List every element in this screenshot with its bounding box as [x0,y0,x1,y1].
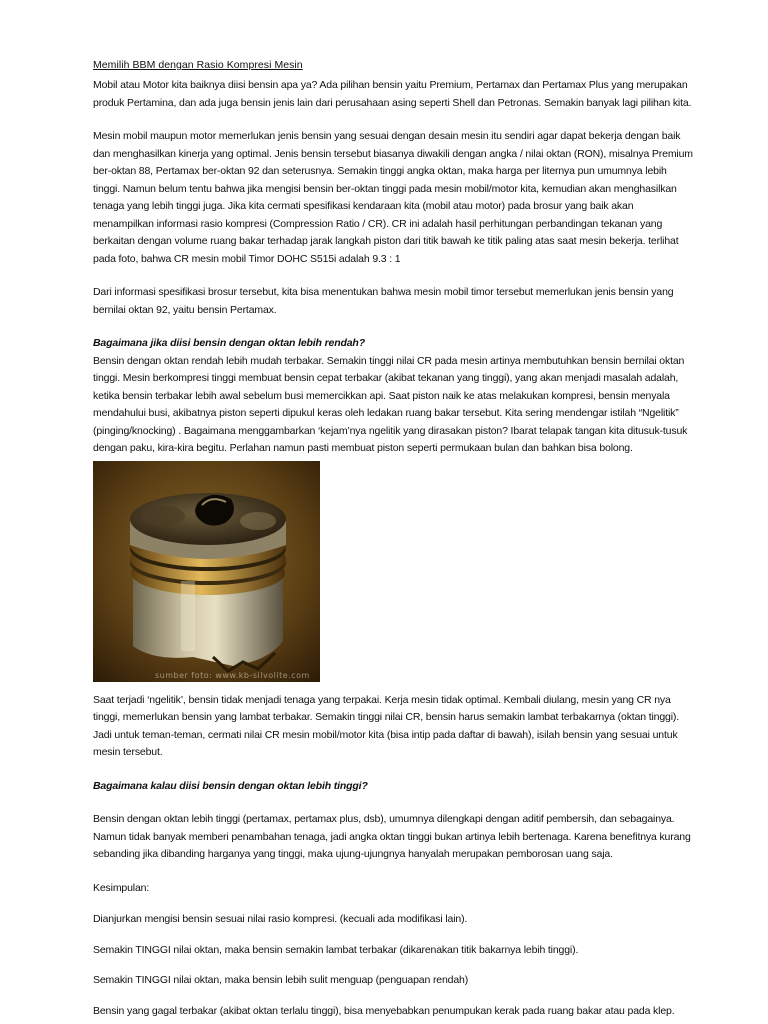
paragraph-knocking: Bensin dengan oktan rendah lebih mudah terbakar. Semakin tinggi nilai CR pada mesin artinya membutuhkan bensin bernilai oktan tinggi. Mesin berkompresi tinggi membuat bensin cepat terbakar (akibat tekanan yang tinggi), yang akan menjadi masalah adalah, ketika bensin terbakar lebih awal sebelum busi memercikkan api. Saat piston naik ke atas melakukan kompresi, bensin menyala mendahului busi, akibatnya piston seperti dipukul keras oleh ledakan ruang bakar tersebut. Kita sering mendengar istilah “Ngelitik” (pinging/knocking) . Bagaimana menggambarkan ‘kejam’nya ngelitik yang dirasakan piston? Ibarat telapak tangan kita ditusuk-tusuk dengan paku, kira-kira begitu. Perlahan namun pasti membuat piston seperti permukaan bulan dan bahkan bisa bolong. [93,354,688,454]
question-lower-octane: Bagaimana jika diisi bensin dengan oktan lebih rendah? [93,337,365,349]
conclusion-heading: Kesimpulan: [93,881,150,894]
piston-image [93,461,320,682]
conclusion-item: Semakin TINGGI nilai oktan, maka bensin semakin lambat terbakar (dikarenakan titik bakarnya lebih tinggi). [93,943,579,956]
conclusion-item: Semakin TINGGI nilai oktan, maka bensin lebih sulit menguap (penguapan rendah) [93,974,469,986]
paragraph-intro: Mobil atau Motor kita baiknya diisi bensin apa ya? Ada pilihan bensin yaitu Premium, Pertamax dan Pertamax Plus yang merupakan produk Pertamina, dan ada juga bensin jenis lain dari perusahaan asing seperti Shell dan Petronas. Semakin banyak lagi pilihan kita. [93,79,692,109]
conclusion-item: Dianjurkan mengisi bensin sesuai nilai rasio kompresi. (kecuali ada modifikasi lain). [93,913,468,925]
paragraph-knocking-effect: Saat terjadi ‘ngelitik’, bensin tidak menjadi tenaga yang terpakai. Kerja mesin tidak optimal. Kembali diulang, mesin yang CR nya tinggi, memerlukan bensin yang lambat terbakar. Semakin tinggi nilai CR, bensin harus semakin lambat terbakarnya (oktan tinggi). Jadi untuk teman-teman, cermati nilai CR mesin mobil/motor kita (bisa intip pada daftar di bawah), isilah bensin yang sesuai untuk mesin tersebut. [93,693,680,758]
conclusion-item: Bensin yang gagal terbakar (akibat oktan terlalu tinggi), bisa menyebabkan penumpukan kerak pada ruang bakar atau pada klep. [93,1004,675,1017]
document-title: Memilih BBM dengan Rasio Kompresi Mesin [93,59,303,71]
paragraph-higher-octane: Bensin dengan oktan lebih tinggi (pertamax, pertamax plus, dsb), umumnya dilengkapi dengan aditif pembersih, dan sebagainya. Namun tidak banyak memberi penambahan tenaga, jadi angka oktan tinggi bukan artinya lebih bertenaga. Karena benefitnya kurang sebanding jika dibanding harganya yang tinggi, maka ujung-ujungnya hanyalah merupakan pemborosan uang saja. [93,813,691,860]
question-higher-octane: Bagaimana kalau diisi bensin dengan oktan lebih tinggi? [93,779,368,792]
paragraph-brochure-info: Dari informasi spesifikasi brosur tersebut, kita bisa menentukan bahwa mesin mobil timor tersebut memerlukan jenis bensin yang bernilai oktan 92, yaitu bensin Pertamax. [93,286,674,316]
damaged-piston-photo [93,461,320,682]
conclusion-list [93,911,696,1020]
paragraph-octane-explanation: Mesin mobil maupun motor memerlukan jenis bensin yang sesuai dengan desain mesin itu sendiri agar dapat bekerja dengan baik dan menghasilkan kinerja yang optimal. Jenis bensin tersebut biasanya diwakili dengan angka / nilai oktan (RON), misalnya Premium ber-oktan 88, Pertamax ber-oktan 92 dan seterusnya. Semakin tinggi angka oktan, maka harga per liternya pun umumnya lebih tinggi. Namun belum tentu bahwa jika mengisi bensin ber-oktan tinggi pada mesin mobil/motor kita, kemudian akan menghasilkan tenaga yang lebih tinggi juga. Jika kita cermati spesifikasi kendaraan kita (mobil atau motor) pada brosur yang baik akan menampilkan informasi rasio kompresi (Compression Ratio / CR). CR ini adalah hasil perhitungan perbandingan tekanan yang berkaitan dengan volume ruang bakar terhadap jarak langkah piston dari titik bawah ke titik paling atas saat mesin bekerja. terlihat pada foto, bahwa CR mesin mobil Timor DOHC S515i adalah 9.3 : 1 [93,130,693,265]
image-caption: sumber foto: www.kb-silvolite.com [155,670,310,680]
